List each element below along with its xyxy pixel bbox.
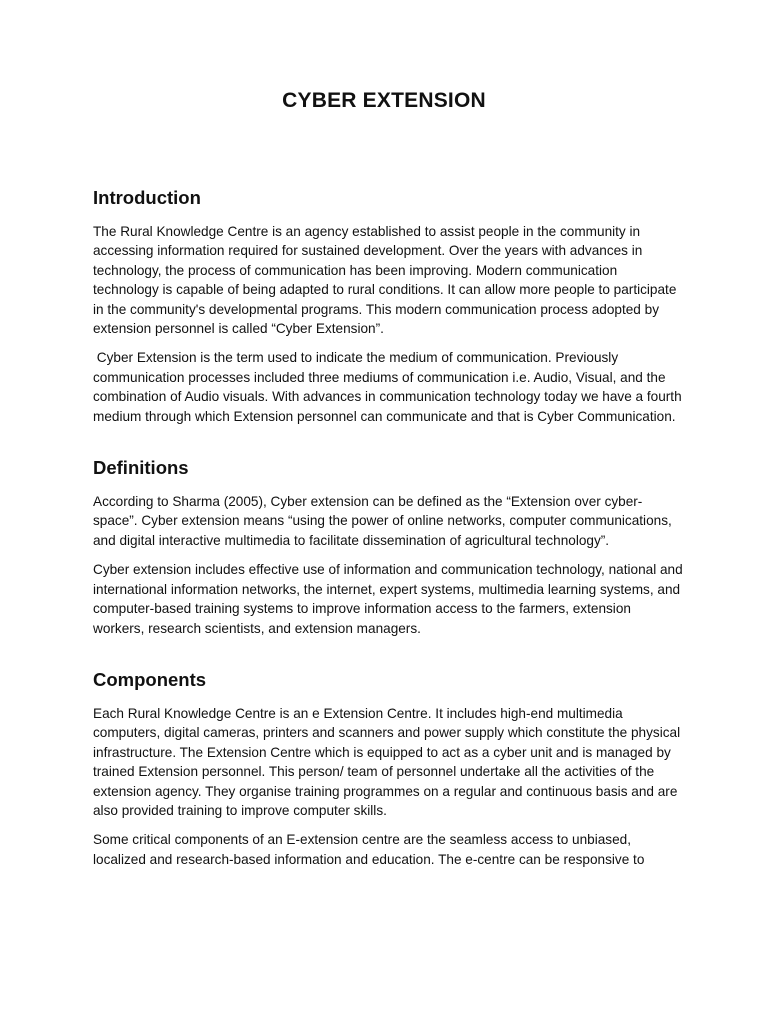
section-introduction xyxy=(93,184,686,426)
section-heading: Definitions xyxy=(93,457,189,479)
paragraph: Cyber Extension is the term used to indicate the medium of communication. Previously communication processes included three mediums of communication i.e. Audio, Visual, and the combination of Audio visuals. With advances in communication technology today we have a fourth medium through which Extension personnel can communicate and that is Cyber Communication. xyxy=(93,350,686,424)
section-definitions xyxy=(93,454,683,638)
paragraph: Cyber extension includes effective use of information and communication technology, national and international information networks, the internet, expert systems, multimedia learning systems, and computer-based training systems to improve information access to the farmers, extension workers, research scientists, and extension managers. xyxy=(93,562,683,636)
section-heading: Components xyxy=(93,668,207,690)
section-heading: Introduction xyxy=(93,187,201,208)
document-title: CYBER EXTENSION xyxy=(282,89,486,112)
section-components xyxy=(93,666,683,869)
document-body xyxy=(93,184,686,879)
paragraph: According to Sharma (2005), Cyber extension can be defined as the “Extension over cyber-space”. Cyber extension means “using the power of online networks, computer communications, and digital interactive multimedia to facilitate dissemination of agricultural technology”. xyxy=(93,494,672,548)
paragraph: The Rural Knowledge Centre is an agency established to assist people in the community in accessing information required for sustained development. Over the years with advances in technology, the process of communication has been improving. Modern communication technology is capable of being adapted to rural conditions. It can allow more people to participate in the community's developmental programs. This modern communication process adopted by extension personnel is called “Cyber Extension”. xyxy=(93,224,677,337)
paragraph: Each Rural Knowledge Centre is an e Extension Centre. It includes high-end multimedia computers, digital cameras, printers and scanners and power supply which constitute the physical infrastructure. The Extension Centre which is equipped to act as a cyber unit and is managed by trained Extension personnel. This person/ team of personnel undertake all the activities of the extension agency. They organise training programmes on a regular and continuous basis and are also provided training to improve computer skills. xyxy=(93,705,681,818)
paragraph: Some critical components of an E-extension centre are the seamless access to unbiased, localized and research-based information and education. The e-centre can be responsive to xyxy=(93,832,645,867)
